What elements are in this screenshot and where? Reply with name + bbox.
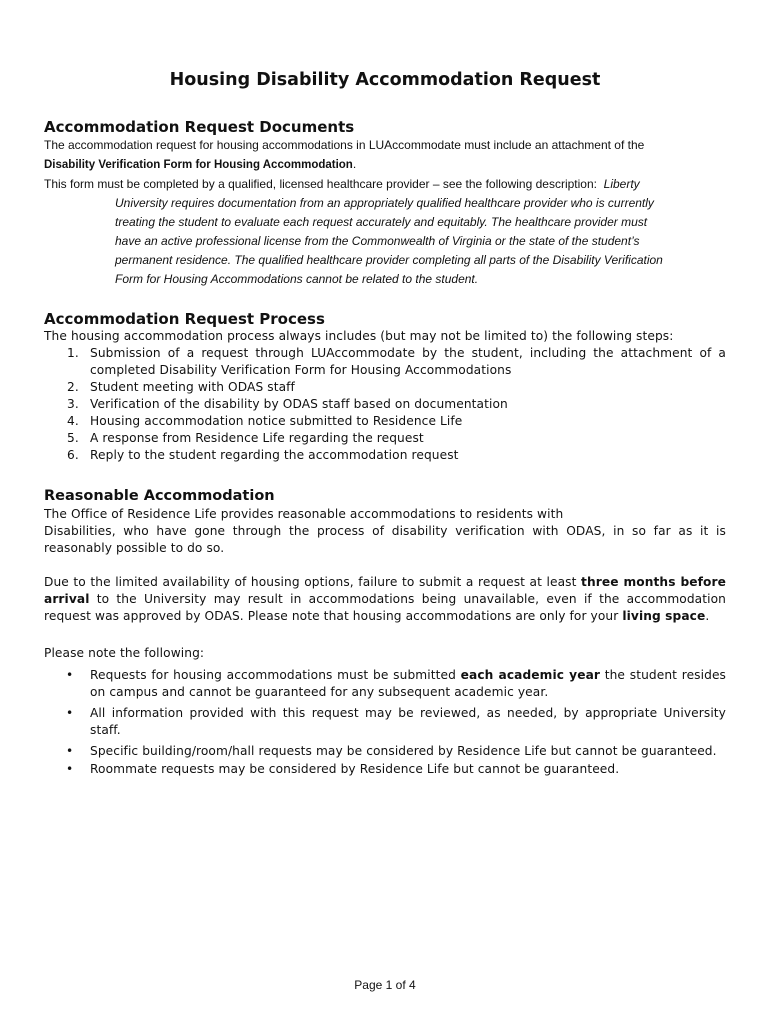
list-item — [44, 761, 726, 778]
bullet-3-text: Specific building/room/hall requests may be considered by Residence Life but cannot be guaranteed. — [90, 744, 717, 758]
notes-list — [44, 667, 726, 778]
para-2-text-e: . — [705, 609, 710, 623]
quote-start: Liberty — [603, 177, 640, 191]
step-number: 5. — [67, 431, 79, 445]
page-title: Housing Disability Accommodation Request — [169, 70, 601, 90]
list-item — [44, 705, 726, 739]
process-steps-list — [44, 345, 726, 464]
step-text: A response from Residence Life regarding the request — [90, 431, 424, 445]
quote-line: have an active professional license from the Commonwealth of Virginia or the state of the student’s — [115, 234, 640, 248]
quote-line: University requires documentation from an appropriately qualified healthcare provider who is currently — [115, 196, 654, 210]
three-months-emphasis: three months before arrival — [44, 575, 726, 606]
step-number: 1. — [67, 346, 79, 360]
note-intro: Please note the following: — [44, 646, 205, 660]
bullet-marker: • — [66, 744, 74, 758]
reasonable-para-2 — [44, 574, 726, 625]
documents-line-3-text: This form must be completed by a qualified, licensed healthcare provider – see the following description: — [44, 177, 597, 191]
process-intro: The housing accommodation process always includes (but may not be limited to) the following steps: — [44, 329, 674, 343]
reasonable-para-1-rest: Disabilities, who have gone through the process of disability verification with ODAS, in so far as it is reasonably possible to do so. — [44, 524, 726, 555]
process-section-body — [44, 328, 726, 464]
bullet-marker: • — [66, 762, 74, 776]
bullet-2-text: All information provided with this request may be reviewed, as needed, by appropriate University staff. — [90, 706, 726, 737]
bullet-1-a: Requests for housing accommodations must be submitted — [90, 668, 461, 682]
step-text: Student meeting with ODAS staff — [90, 380, 295, 394]
list-item — [44, 413, 726, 430]
documents-line-3 — [44, 175, 734, 194]
para-2-text-c: to the University may result in accommodations being unavailable, even if the accommodation request was approved by ODAS. Please note that housing accommodations are only for your — [44, 592, 726, 623]
section-heading-process: Accommodation Request Process — [44, 310, 325, 328]
list-item — [44, 345, 726, 379]
bullet-4-text: Roommate requests may be considered by Residence Life but cannot be guaranteed. — [90, 762, 620, 776]
reasonable-section-body — [44, 506, 726, 782]
each-year-emphasis: each academic year — [460, 668, 601, 682]
step-number: 2. — [67, 380, 79, 394]
reasonable-para-1-line-1: The Office of Residence Life provides reasonable accommodations to residents with — [44, 507, 564, 521]
bullet-marker: • — [66, 668, 74, 682]
section-heading-reasonable: Reasonable Accommodation — [44, 488, 275, 504]
step-text: Reply to the student regarding the accommodation request — [90, 448, 459, 462]
list-item — [44, 396, 726, 413]
step-text: Housing accommodation notice submitted to Residence Life — [90, 414, 463, 428]
documents-form-line — [44, 155, 734, 175]
list-item — [44, 430, 726, 447]
list-item — [44, 379, 726, 396]
section-heading-documents: Accommodation Request Documents — [44, 118, 355, 136]
bullet-1-c: the student resides on campus and cannot be guaranteed for any subsequent academic year. — [90, 668, 727, 699]
list-item — [44, 447, 726, 464]
quote-line: permanent residence. The qualified healthcare provider completing all parts of the Disability Verification — [115, 253, 663, 267]
para-2-text-a: Due to the limited availability of housing options, failure to submit a request at least — [44, 575, 582, 589]
bullet-marker: • — [66, 706, 74, 720]
documents-line-1: The accommodation request for housing accommodations in LUAccommodate must include an attachment of the — [44, 138, 645, 152]
step-text: Verification of the disability by ODAS staff based on documentation — [90, 397, 508, 411]
quote-line: Form for Housing Accommodations cannot be related to the student. — [115, 272, 479, 286]
step-number: 3. — [67, 397, 79, 411]
living-space-emphasis: living space — [622, 609, 706, 623]
step-text: Submission of a request through LUAccommodate by the student, including the attachment of a completed Disability Verification Form for Housing Accommodations — [90, 346, 726, 377]
form-name-period: . — [352, 157, 357, 171]
quote-line: treating the student to evaluate each request accurately and equitably. The healthcare provider must — [115, 215, 648, 229]
documents-section-body — [44, 136, 734, 289]
list-item — [44, 667, 726, 701]
list-item — [44, 743, 726, 760]
step-number: 6. — [67, 448, 79, 462]
form-name: Disability Verification Form for Housing Accommodation — [44, 159, 353, 171]
page-number: Page 1 of 4 — [354, 978, 416, 992]
step-number: 4. — [67, 414, 79, 428]
